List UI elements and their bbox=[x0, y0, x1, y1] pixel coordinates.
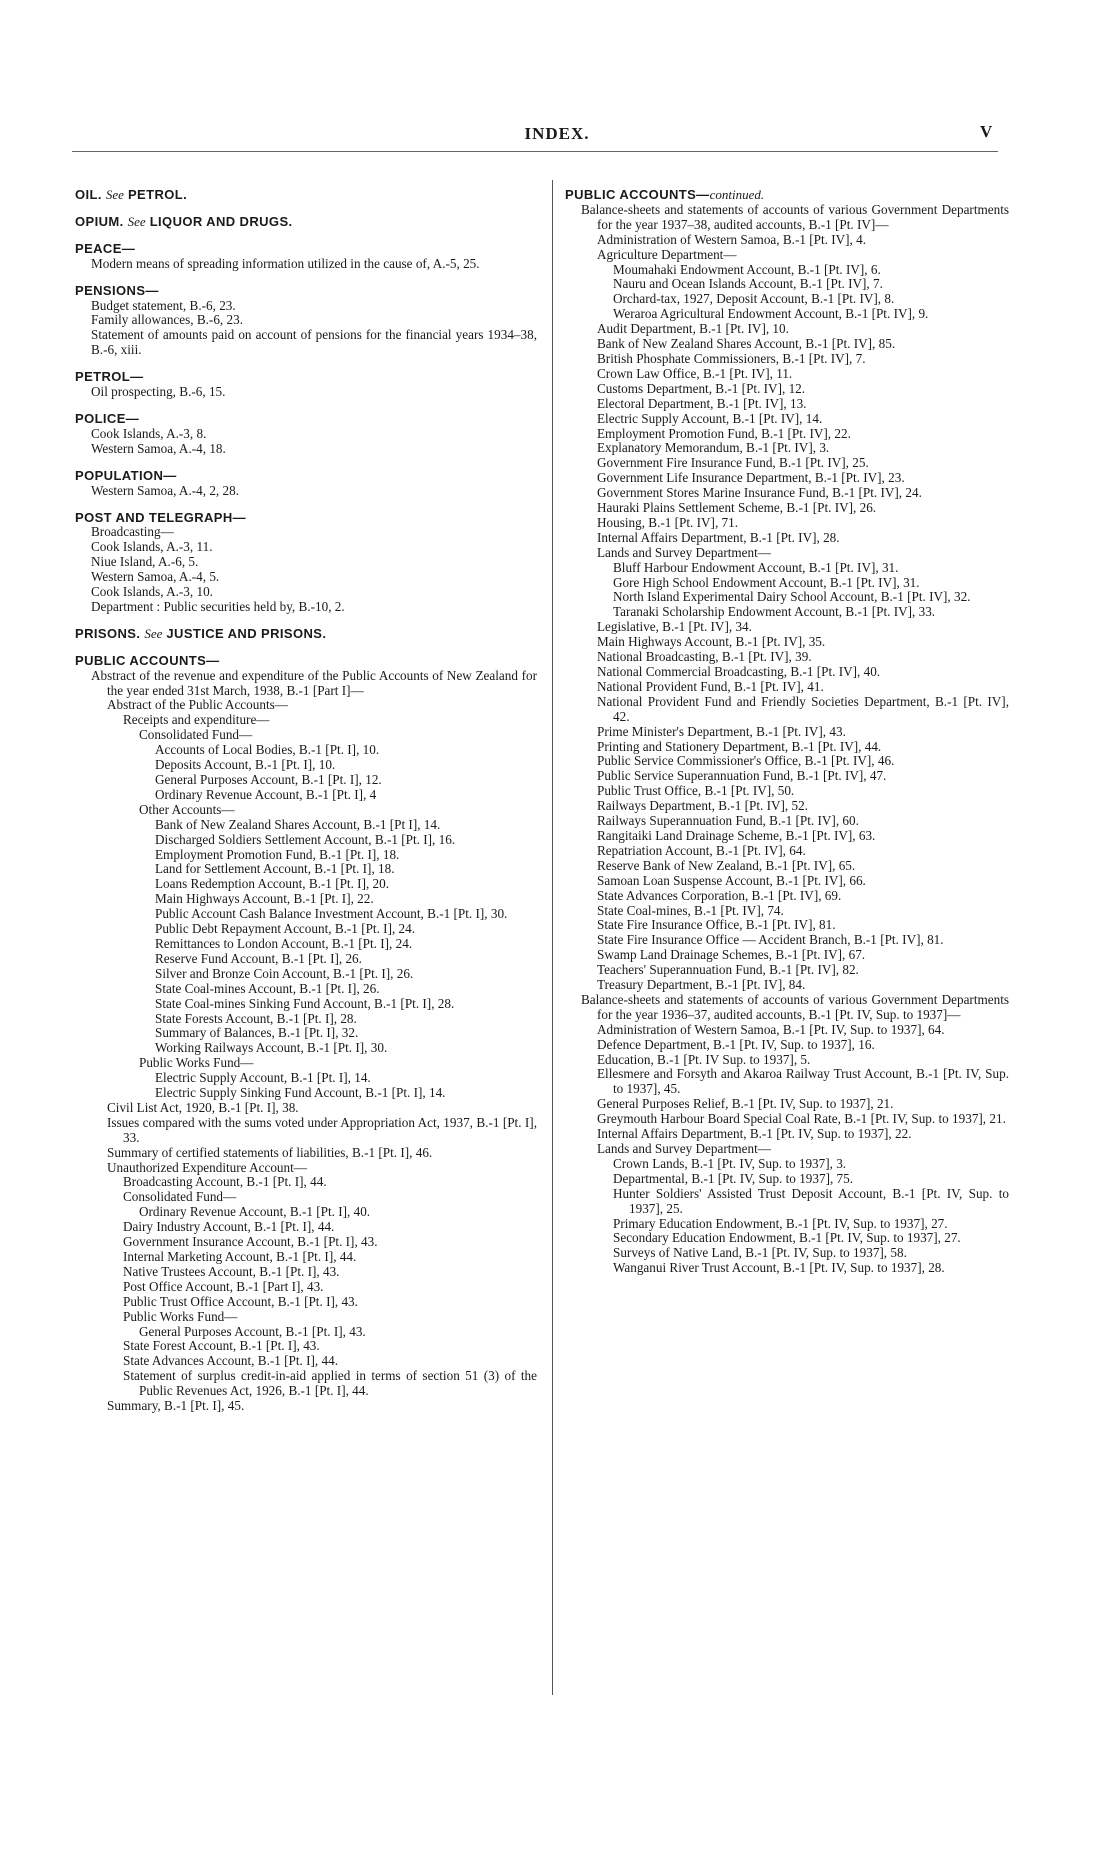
index-entry: Loans Redemption Account, B.-1 [Pt. I], 20. bbox=[155, 876, 390, 892]
index-entry: Western Samoa, A.-4, 18. bbox=[91, 440, 226, 456]
heading-text: OPIUM. bbox=[75, 213, 124, 229]
index-entry: Crown Lands, B.-1 [Pt. IV, Sup. to 1937], 3. bbox=[613, 1155, 847, 1171]
index-entry: Customs Department, B.-1 [Pt. IV], 12. bbox=[597, 380, 806, 396]
index-entry: Taranaki Scholarship Endowment Account, B.-1 [Pt. IV], 33. bbox=[613, 604, 936, 620]
index-entry: Agriculture Department— bbox=[597, 246, 737, 262]
index-entry: Departmental, B.-1 [Pt. IV, Sup. to 1937], 75. bbox=[613, 1170, 854, 1186]
index-heading bbox=[75, 511, 537, 526]
index-entry: Electoral Department, B.-1 [Pt. IV], 13. bbox=[597, 395, 807, 411]
index-entry: State Forest Account, B.-1 [Pt. I], 43. bbox=[123, 1338, 320, 1354]
index-entry: State Advances Account, B.-1 [Pt. I], 44. bbox=[123, 1353, 338, 1369]
index-entry: Land for Settlement Account, B.-1 [Pt. I], 18. bbox=[155, 861, 395, 877]
right-column bbox=[565, 188, 1009, 1276]
index-entry: Balance-sheets and statements of accounts of various Government Departments for the year 1936–37, audited accounts, B.-1 [Pt. IV, Sup. to 1937]— bbox=[581, 991, 1009, 1022]
see-reference-label: See bbox=[144, 625, 163, 641]
see-reference-label: See bbox=[105, 187, 124, 202]
index-entry: Railways Superannuation Fund, B.-1 [Pt. IV], 60. bbox=[597, 813, 859, 829]
index-entry: Dairy Industry Account, B.-1 [Pt. I], 44. bbox=[123, 1219, 335, 1235]
index-entry: Statement of amounts paid on account of pensions for the financial years 1934–38, B.-6, xiii. bbox=[91, 327, 537, 358]
index-entry: Bank of New Zealand Shares Account, B.-1 [Pt. IV], 85. bbox=[597, 336, 896, 352]
index-heading bbox=[75, 370, 537, 385]
index-entry: Broadcasting Account, B.-1 [Pt. I], 44. bbox=[123, 1174, 327, 1190]
index-entry: Orchard-tax, 1927, Deposit Account, B.-1 [Pt. IV], 8. bbox=[613, 291, 895, 307]
heading-text: PEACE— bbox=[75, 240, 136, 256]
index-entry: Unauthorized Expenditure Account— bbox=[107, 1159, 307, 1175]
see-reference-target: LIQUOR AND DRUGS. bbox=[149, 213, 293, 229]
heading-text: PUBLIC ACCOUNTS— bbox=[565, 187, 710, 202]
index-entry: Railways Department, B.-1 [Pt. IV], 52. bbox=[597, 798, 808, 814]
heading-text: PUBLIC ACCOUNTS— bbox=[75, 652, 220, 668]
index-entry: Gore High School Endowment Account, B.-1 [Pt. IV], 31. bbox=[613, 574, 920, 590]
index-entry: Deposits Account, B.-1 [Pt. I], 10. bbox=[155, 757, 336, 773]
heading-text: PETROL— bbox=[75, 369, 144, 385]
index-entry: Audit Department, B.-1 [Pt. IV], 10. bbox=[597, 321, 789, 337]
index-entry: Abstract of the revenue and expenditure of the Public Accounts of New Zealand for the year ended 31st March, 1938, B.-1 [Part I]— bbox=[91, 667, 537, 698]
index-entry: Employment Promotion Fund, B.-1 [Pt. IV], 22. bbox=[597, 425, 851, 441]
index-heading bbox=[75, 284, 537, 299]
index-entry: Primary Education Endowment, B.-1 [Pt. IV, Sup. to 1937], 27. bbox=[613, 1215, 948, 1231]
index-entry: Family allowances, B.-6, 23. bbox=[91, 312, 243, 328]
index-entry: Summary of Balances, B.-1 [Pt. I], 32. bbox=[155, 1025, 359, 1041]
index-entry: Electric Supply Sinking Fund Account, B.-1 [Pt. I], 14. bbox=[155, 1085, 446, 1101]
heading-text: PRISONS. bbox=[75, 625, 141, 641]
left-column bbox=[75, 188, 537, 1414]
index-entry: Lands and Survey Department— bbox=[597, 544, 771, 560]
index-entry: North Island Experimental Dairy School Account, B.-1 [Pt. IV], 32. bbox=[613, 589, 971, 605]
index-entry: Lands and Survey Department— bbox=[597, 1141, 771, 1156]
index-entry: State Fire Insurance Office — Accident Branch, B.-1 [Pt. IV], 81. bbox=[597, 932, 944, 948]
index-entry: British Phosphate Commissioners, B.-1 [Pt. IV], 7. bbox=[597, 350, 866, 366]
index-entry: Legislative, B.-1 [Pt. IV], 34. bbox=[597, 619, 752, 635]
index-entry: Crown Law Office, B.-1 [Pt. IV], 11. bbox=[597, 365, 793, 381]
index-entry: Electric Supply Account, B.-1 [Pt. IV], 14. bbox=[597, 410, 823, 426]
index-entry: Explanatory Memorandum, B.-1 [Pt. IV], 3. bbox=[597, 440, 830, 456]
index-entry: Accounts of Local Bodies, B.-1 [Pt. I], 10. bbox=[155, 742, 380, 758]
page-title: INDEX. bbox=[524, 124, 590, 143]
page-number: V bbox=[980, 122, 993, 141]
index-entry: Bank of New Zealand Shares Account, B.-1 [Pt I], 14. bbox=[155, 816, 441, 832]
index-entry: Hauraki Plains Settlement Scheme, B.-1 [Pt. IV], 26. bbox=[597, 500, 877, 516]
index-entry: General Purposes Relief, B.-1 [Pt. IV, Sup. to 1937], 21. bbox=[597, 1096, 894, 1112]
index-heading bbox=[75, 242, 537, 257]
index-entry: Main Highways Account, B.-1 [Pt. I], 22. bbox=[155, 891, 374, 907]
index-entry: Public Service Superannuation Fund, B.-1 [Pt. IV], 47. bbox=[597, 768, 887, 784]
index-entry: Treasury Department, B.-1 [Pt. IV], 84. bbox=[597, 977, 806, 993]
index-entry: Western Samoa, A.-4, 5. bbox=[91, 569, 220, 585]
index-heading bbox=[75, 188, 537, 203]
index-entry: State Fire Insurance Office, B.-1 [Pt. IV], 81. bbox=[597, 917, 836, 933]
index-entry: Weraroa Agricultural Endowment Account, B.-1 [Pt. IV], 9. bbox=[613, 306, 929, 322]
index-heading bbox=[75, 654, 537, 669]
index-entry: Printing and Stationery Department, B.-1 [Pt. IV], 44. bbox=[597, 738, 882, 754]
index-heading bbox=[75, 215, 537, 230]
index-entry: Issues compared with the sums voted under Appropriation Act, 1937, B.-1 [Pt. I], 33. bbox=[107, 1114, 537, 1145]
heading-text: POPULATION— bbox=[75, 467, 177, 483]
index-entry: State Forests Account, B.-1 [Pt. I], 28. bbox=[155, 1010, 357, 1026]
index-entry: Samoan Loan Suspense Account, B.-1 [Pt. IV], 66. bbox=[597, 872, 866, 888]
index-entry: Government Stores Marine Insurance Fund, B.-1 [Pt. IV], 24. bbox=[597, 485, 922, 501]
index-entry: Working Railways Account, B.-1 [Pt. I], 30. bbox=[155, 1040, 388, 1056]
index-entry: Department : Public securities held by, B.-10, 2. bbox=[91, 598, 345, 614]
index-entry: Surveys of Native Land, B.-1 [Pt. IV, Sup. to 1937], 58. bbox=[613, 1245, 907, 1261]
index-entry: Internal Affairs Department, B.-1 [Pt. IV], 28. bbox=[597, 529, 840, 545]
index-entry: Cook Islands, A.-3, 10. bbox=[91, 584, 213, 600]
index-entry: Abstract of the Public Accounts— bbox=[107, 697, 288, 713]
index-entry: Swamp Land Drainage Schemes, B.-1 [Pt. IV], 67. bbox=[597, 947, 866, 963]
index-entry: Ordinary Revenue Account, B.-1 [Pt. I], 4 bbox=[155, 786, 377, 802]
see-reference-label: See bbox=[127, 213, 146, 229]
index-entry: Defence Department, B.-1 [Pt. IV, Sup. to 1937], 16. bbox=[597, 1036, 875, 1052]
index-heading bbox=[75, 412, 537, 427]
index-entry: Electric Supply Account, B.-1 [Pt. I], 14. bbox=[155, 1070, 371, 1086]
index-entry: National Commercial Broadcasting, B.-1 [Pt. IV], 40. bbox=[597, 664, 881, 679]
index-entry: Native Trustees Account, B.-1 [Pt. I], 43. bbox=[123, 1263, 340, 1279]
index-entry: Budget statement, B.-6, 23. bbox=[91, 297, 236, 313]
index-entry: General Purposes Account, B.-1 [Pt. I], 12. bbox=[155, 772, 382, 787]
index-entry: Niue Island, A.-6, 5. bbox=[91, 554, 199, 570]
index-entry: Prime Minister's Department, B.-1 [Pt. IV], 43. bbox=[597, 723, 846, 739]
index-entry: Ellesmere and Forsyth and Akaroa Railway Trust Account, B.-1 [Pt. IV, Sup. to 1937], 45. bbox=[597, 1066, 1009, 1097]
index-entry: Nauru and Ocean Islands Account, B.-1 [Pt. IV], 7. bbox=[613, 276, 883, 292]
index-entry: National Provident Fund, B.-1 [Pt. IV], 41. bbox=[597, 678, 824, 694]
index-entry: Public Works Fund— bbox=[123, 1308, 238, 1324]
index-entry: Post Office Account, B.-1 [Part I], 43. bbox=[123, 1278, 324, 1294]
see-reference-target: JUSTICE AND PRISONS. bbox=[166, 625, 327, 641]
index-entry: Housing, B.-1 [Pt. IV], 71. bbox=[597, 514, 739, 530]
index-entry: Bluff Harbour Endowment Account, B.-1 [Pt. IV], 31. bbox=[613, 559, 899, 575]
index-entry: Teachers' Superannuation Fund, B.-1 [Pt. IV], 82. bbox=[597, 962, 859, 978]
index-entry: State Advances Corporation, B.-1 [Pt. IV], 69. bbox=[597, 887, 842, 903]
index-entry: Other Accounts— bbox=[139, 801, 235, 817]
header-rule bbox=[72, 151, 998, 152]
index-entry: State Coal-mines, B.-1 [Pt. IV], 74. bbox=[597, 902, 784, 918]
index-entry: Public Account Cash Balance Investment Account, B.-1 [Pt. I], 30. bbox=[155, 906, 508, 922]
index-entry: Consolidated Fund— bbox=[139, 727, 253, 743]
heading-text: POST AND TELEGRAPH— bbox=[75, 509, 247, 525]
index-entry: Civil List Act, 1920, B.-1 [Pt. I], 38. bbox=[107, 1099, 299, 1115]
index-entry: Modern means of spreading information utilized in the cause of, A.-5, 25. bbox=[91, 255, 480, 271]
index-heading bbox=[75, 469, 537, 484]
index-entry: Public Debt Repayment Account, B.-1 [Pt. I], 24. bbox=[155, 921, 416, 937]
index-entry: Public Works Fund— bbox=[139, 1055, 254, 1071]
index-entry: Discharged Soldiers Settlement Account, B.-1 [Pt. I], 16. bbox=[155, 831, 456, 847]
index-entry: Public Service Commissioner's Office, B.-1 [Pt. IV], 46. bbox=[597, 753, 895, 769]
index-entry: Government Insurance Account, B.-1 [Pt. I], 43. bbox=[123, 1234, 378, 1250]
index-entry: Cook Islands, A.-3, 8. bbox=[91, 425, 207, 441]
index-entry: Broadcasting— bbox=[91, 524, 174, 540]
index-entry: Summary, B.-1 [Pt. I], 45. bbox=[107, 1398, 245, 1414]
index-entry: Cook Islands, A.-3, 11. bbox=[91, 539, 213, 555]
index-heading bbox=[75, 627, 537, 642]
index-entry: Consolidated Fund— bbox=[123, 1189, 237, 1205]
index-entry: National Provident Fund and Friendly Societies Department, B.-1 [Pt. IV], 42. bbox=[597, 693, 1009, 724]
index-entry: Reserve Fund Account, B.-1 [Pt. I], 26. bbox=[155, 950, 362, 966]
index-entry: Rangitaiki Land Drainage Scheme, B.-1 [Pt. IV], 63. bbox=[597, 827, 876, 843]
index-entry: Employment Promotion Fund, B.-1 [Pt. I], 18. bbox=[155, 846, 400, 862]
index-entry: Government Life Insurance Department, B.-1 [Pt. IV], 23. bbox=[597, 470, 905, 486]
index-entry: Reserve Bank of New Zealand, B.-1 [Pt. IV], 65. bbox=[597, 857, 856, 873]
index-entry: State Coal-mines Account, B.-1 [Pt. I], 26. bbox=[155, 980, 380, 996]
index-entry: Receipts and expenditure— bbox=[123, 712, 270, 728]
index-entry: Remittances to London Account, B.-1 [Pt. I], 24. bbox=[155, 935, 413, 951]
index-entry: Public Trust Office Account, B.-1 [Pt. I], 43. bbox=[123, 1293, 358, 1309]
index-entry: Education, B.-1 [Pt. IV Sup. to 1937], 5. bbox=[597, 1051, 811, 1067]
index-entry: Balance-sheets and statements of accounts of various Government Departments for the year 1937–38, audited accounts, B.-1 [Pt. IV]— bbox=[581, 201, 1009, 232]
index-entry: Wanganui River Trust Account, B.-1 [Pt. IV, Sup. to 1937], 28. bbox=[613, 1260, 945, 1276]
index-entry: National Broadcasting, B.-1 [Pt. IV], 39. bbox=[597, 649, 812, 665]
heading-text: PENSIONS— bbox=[75, 282, 159, 298]
index-entry: Ordinary Revenue Account, B.-1 [Pt. I], 40. bbox=[139, 1204, 371, 1220]
index-entry: Repatriation Account, B.-1 [Pt. IV], 64. bbox=[597, 842, 806, 858]
index-entry: Internal Affairs Department, B.-1 [Pt. IV, Sup. to 1937], 22. bbox=[597, 1126, 912, 1142]
index-entry: Secondary Education Endowment, B.-1 [Pt. IV, Sup. to 1937], 27. bbox=[613, 1230, 961, 1246]
index-entry: Greymouth Harbour Board Special Coal Rate, B.-1 [Pt. IV, Sup. to 1937], 21. bbox=[597, 1111, 1006, 1127]
index-entry: Western Samoa, A.-4, 2, 28. bbox=[91, 482, 240, 498]
continued-note: continued. bbox=[709, 187, 765, 202]
index-entry: Silver and Bronze Coin Account, B.-1 [Pt. I], 26. bbox=[155, 965, 414, 981]
index-entry: Government Fire Insurance Fund, B.-1 [Pt. IV], 25. bbox=[597, 455, 869, 471]
index-entry: Main Highways Account, B.-1 [Pt. IV], 35. bbox=[597, 634, 826, 650]
index-heading bbox=[565, 188, 1009, 203]
index-entry: General Purposes Account, B.-1 [Pt. I], 43. bbox=[139, 1323, 366, 1339]
index-entry: Administration of Western Samoa, B.-1 [Pt. IV], 4. bbox=[597, 231, 867, 247]
index-entry: Hunter Soldiers' Assisted Trust Deposit Account, B.-1 [Pt. IV, Sup. to 1937], 25. bbox=[613, 1185, 1009, 1216]
index-entry: Statement of surplus credit-in-aid applied in terms of section 51 (3) of the Public Revenues Act, 1926, B.-1 [Pt. I], 44. bbox=[123, 1368, 537, 1399]
index-entry: Administration of Western Samoa, B.-1 [Pt. IV, Sup. to 1937], 64. bbox=[597, 1021, 945, 1037]
index-entry: Moumahaki Endowment Account, B.-1 [Pt. IV], 6. bbox=[613, 261, 881, 277]
index-entry: Internal Marketing Account, B.-1 [Pt. I], 44. bbox=[123, 1249, 357, 1264]
heading-text: POLICE— bbox=[75, 410, 140, 426]
index-entry: Public Trust Office, B.-1 [Pt. IV], 50. bbox=[597, 783, 795, 799]
heading-text: OIL. bbox=[75, 187, 102, 202]
see-reference-target: PETROL. bbox=[127, 187, 188, 202]
column-divider bbox=[552, 180, 553, 1695]
index-entry: State Coal-mines Sinking Fund Account, B.-1 [Pt. I], 28. bbox=[155, 995, 455, 1011]
index-entry: Summary of certified statements of liabilities, B.-1 [Pt. I], 46. bbox=[107, 1144, 433, 1160]
index-entry: Oil prospecting, B.-6, 15. bbox=[91, 384, 226, 400]
